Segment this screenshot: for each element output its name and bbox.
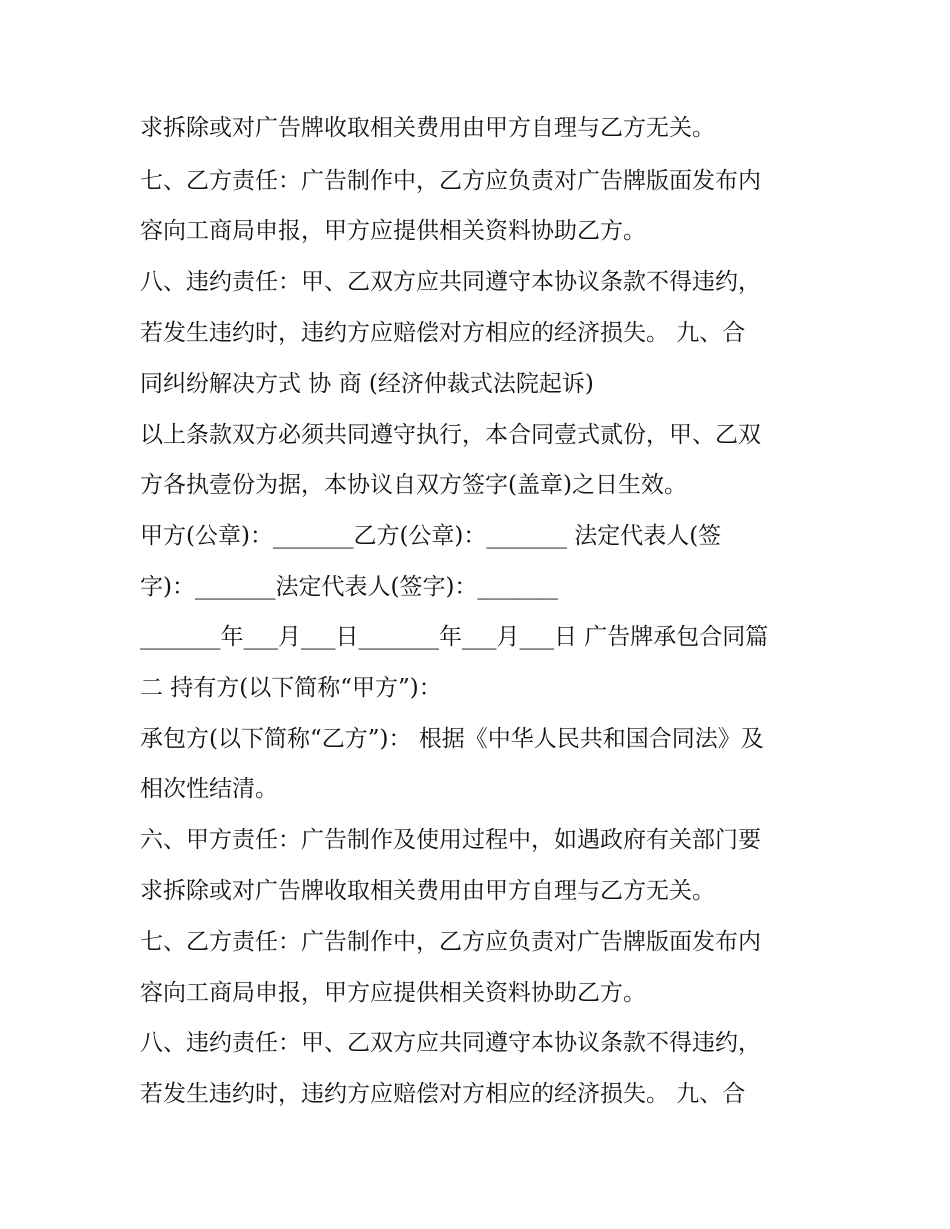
text-line: 二 持有方(以下简称“甲方”)： — [140, 675, 442, 701]
text-line: 容向工商局申报，甲方应提供相关资料协助乙方。 — [140, 980, 646, 1006]
text-line: 七、乙方责任：广告制作中，乙方应负责对广告牌版面发布内 — [140, 929, 761, 955]
date-line: _______年___月___日_______年___月___日 广告牌承包合同篇 — [140, 624, 769, 650]
text-line: 六、甲方责任：广告制作及使用过程中，如遇政府有关部门要 — [140, 827, 761, 853]
text-line: 七、乙方责任：广告制作中，乙方应负责对广告牌版面发布内 — [140, 168, 761, 194]
signature-line: 甲方(公章)：_______乙方(公章)：_______ 法定代表人(签 — [140, 523, 722, 549]
text-line: 以上条款双方必须共同遵守执行，本合同壹式贰份，甲、乙双 — [140, 422, 761, 448]
text-line: 若发生违约时，违约方应赔偿对方相应的经济损失。 九、合 — [140, 1081, 746, 1107]
text-line: 八、违约责任：甲、乙双方应共同遵守本协议条款不得违约， — [140, 1030, 761, 1056]
text-line: 八、违约责任：甲、乙双方应共同遵守本协议条款不得违约， — [140, 269, 761, 295]
text-line: 求拆除或对广告牌收取相关费用由甲方自理与乙方无关。 — [140, 878, 715, 904]
text-line: 若发生违约时，违约方应赔偿对方相应的经济损失。 九、合 — [140, 320, 746, 346]
text-line: 相次性结清。 — [140, 776, 278, 802]
text-line: 方各执壹份为据，本协议自双方签字(盖章)之日生效。 — [140, 472, 687, 498]
text-line: 同纠纷解决方式 协 商 (经济仲裁式法院起诉) — [140, 371, 594, 397]
text-line: 求拆除或对广告牌收取相关费用由甲方自理与乙方无关。 — [140, 115, 715, 141]
signature-line: 字)：_______法定代表人(签字)：_______ — [140, 574, 558, 600]
text-line: 容向工商局申报，甲方应提供相关资料协助乙方。 — [140, 218, 646, 244]
text-line: 承包方(以下简称“乙方”)： 根据《中华人民共和国合同法》及 — [140, 726, 764, 752]
